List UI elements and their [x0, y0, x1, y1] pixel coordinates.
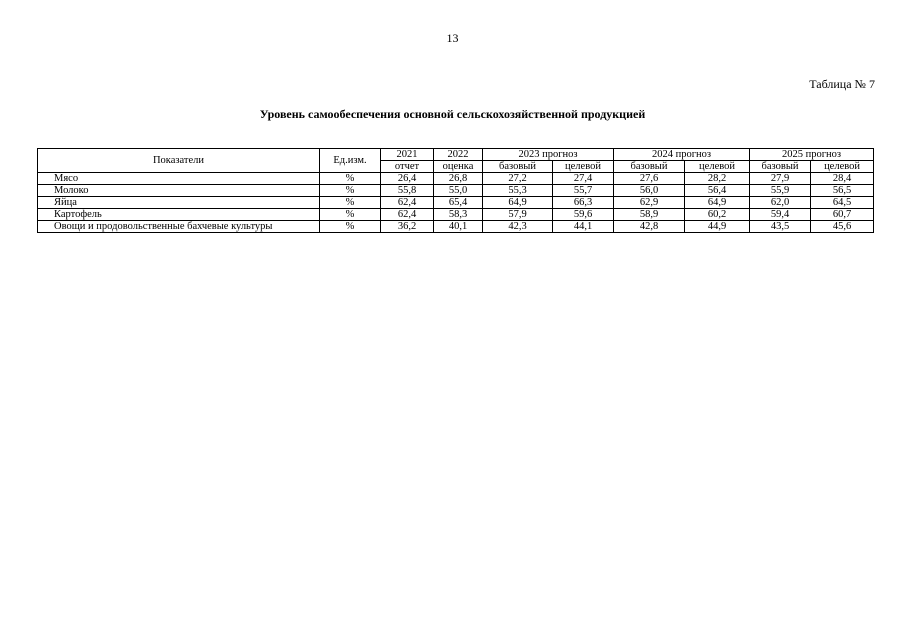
value-2024-target: 28,2 [685, 173, 750, 185]
table-row [38, 221, 874, 233]
value-2022: 26,8 [434, 173, 483, 185]
value-2021: 26,4 [381, 173, 434, 185]
header-2024-base: базовый [614, 161, 685, 173]
value-2024-base: 27,6 [614, 173, 685, 185]
header-2022-estimate: оценка [434, 161, 483, 173]
row-unit: % [320, 221, 381, 233]
header-2025-target: целевой [811, 161, 874, 173]
header-2023-forecast: 2023 прогноз [483, 149, 614, 161]
row-unit: % [320, 197, 381, 209]
value-2025-target: 60,7 [811, 209, 874, 221]
table-header [38, 149, 874, 173]
value-2024-base: 42,8 [614, 221, 685, 233]
value-2024-base: 56,0 [614, 185, 685, 197]
value-2023-base: 42,3 [483, 221, 553, 233]
value-2024-target: 60,2 [685, 209, 750, 221]
value-2023-base: 55,3 [483, 185, 553, 197]
value-2023-base: 57,9 [483, 209, 553, 221]
value-2025-target: 28,4 [811, 173, 874, 185]
row-name: Картофель [38, 209, 320, 221]
header-2022: 2022 [434, 149, 483, 161]
value-2025-target: 45,6 [811, 221, 874, 233]
value-2021: 55,8 [381, 185, 434, 197]
value-2022: 58,3 [434, 209, 483, 221]
row-unit: % [320, 185, 381, 197]
value-2025-base: 59,4 [750, 209, 811, 221]
value-2021: 62,4 [381, 197, 434, 209]
value-2023-target: 59,6 [553, 209, 614, 221]
table-title: Уровень самообеспечения основной сельскохозяйственной продукцией [259, 107, 646, 121]
value-2025-base: 27,9 [750, 173, 811, 185]
table-row [38, 197, 874, 209]
header-2021-report: отчет [381, 161, 434, 173]
header-2025-forecast: 2025 прогноз [750, 149, 874, 161]
table-row [38, 185, 874, 197]
header-2023-base: базовый [483, 161, 553, 173]
value-2024-base: 58,9 [614, 209, 685, 221]
value-2022: 65,4 [434, 197, 483, 209]
table-body [38, 173, 874, 233]
table-row [38, 209, 874, 221]
value-2021: 62,4 [381, 209, 434, 221]
value-2021: 36,2 [381, 221, 434, 233]
value-2022: 55,0 [434, 185, 483, 197]
row-name: Яйца [38, 197, 320, 209]
value-2023-target: 55,7 [553, 185, 614, 197]
value-2024-target: 44,9 [685, 221, 750, 233]
value-2025-target: 64,5 [811, 197, 874, 209]
row-name: Овощи и продовольственные бахчевые культуры [38, 221, 320, 233]
header-2023-target: целевой [553, 161, 614, 173]
row-unit: % [320, 173, 381, 185]
value-2025-base: 55,9 [750, 185, 811, 197]
value-2023-base: 27,2 [483, 173, 553, 185]
header-2024-forecast: 2024 прогноз [614, 149, 750, 161]
value-2025-base: 43,5 [750, 221, 811, 233]
value-2025-target: 56,5 [811, 185, 874, 197]
value-2022: 40,1 [434, 221, 483, 233]
header-2021: 2021 [381, 149, 434, 161]
value-2023-base: 64,9 [483, 197, 553, 209]
value-2024-target: 56,4 [685, 185, 750, 197]
table-row [38, 173, 874, 185]
header-row-top [38, 149, 874, 161]
page-number: 13 [446, 31, 459, 45]
value-2024-target: 64,9 [685, 197, 750, 209]
value-2025-base: 62,0 [750, 197, 811, 209]
header-2024-target: целевой [685, 161, 750, 173]
self-sufficiency-table [37, 148, 874, 233]
row-name: Молоко [38, 185, 320, 197]
value-2023-target: 44,1 [553, 221, 614, 233]
value-2023-target: 66,3 [553, 197, 614, 209]
value-2023-target: 27,4 [553, 173, 614, 185]
row-name: Мясо [38, 173, 320, 185]
header-2025-base: базовый [750, 161, 811, 173]
header-indicator: Показатели [38, 149, 320, 173]
value-2024-base: 62,9 [614, 197, 685, 209]
row-unit: % [320, 209, 381, 221]
table-caption: Таблица № 7 [809, 77, 875, 91]
header-unit: Ед.изм. [320, 149, 381, 173]
